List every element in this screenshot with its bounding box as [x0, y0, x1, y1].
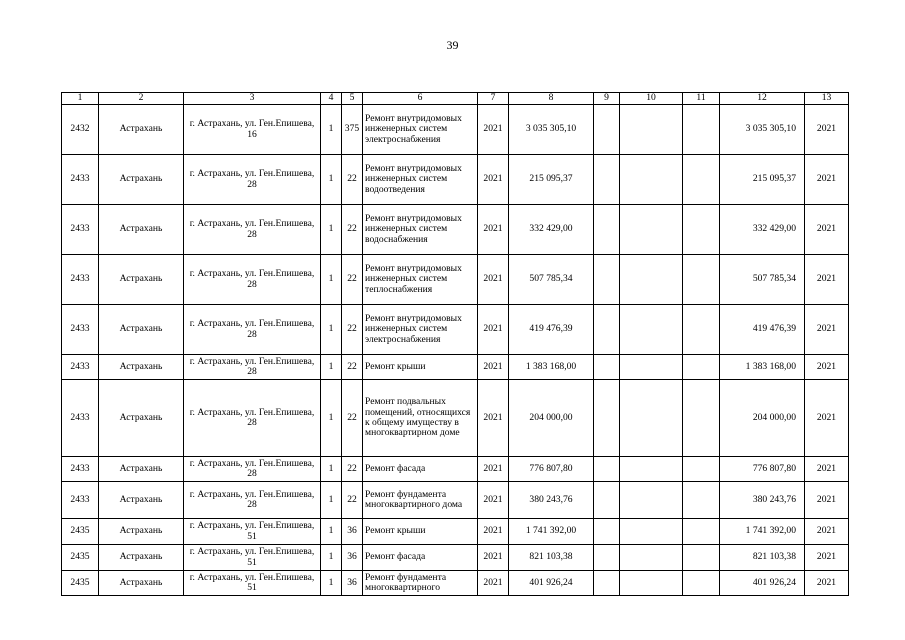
cell-number: 2433 [62, 255, 99, 305]
cell-col12: 776 807,80 [720, 457, 805, 482]
cell-year: 2021 [478, 305, 509, 355]
cell-work-type: Ремонт фундамента многоквартирного [363, 571, 478, 596]
cell-year: 2021 [478, 155, 509, 205]
cell-col5: 22 [342, 457, 363, 482]
column-header: 13 [805, 93, 849, 105]
cell-col8: 215 095,37 [509, 155, 594, 205]
header-row [62, 93, 849, 105]
cell-col5: 22 [342, 380, 363, 457]
cell-col13: 2021 [805, 355, 849, 380]
cell-city: Астрахань [99, 355, 184, 380]
cell-number: 2435 [62, 571, 99, 596]
cell-number: 2433 [62, 457, 99, 482]
column-header: 11 [683, 93, 720, 105]
cell-col12: 419 476,39 [720, 305, 805, 355]
cell-number: 2433 [62, 482, 99, 519]
cell-address: г. Астрахань, ул. Ген.Епишева, 51 [184, 545, 321, 571]
table-row [62, 155, 849, 205]
cell-year: 2021 [478, 355, 509, 380]
cell-col9 [594, 105, 620, 155]
table-row [62, 519, 849, 545]
cell-col10 [620, 457, 683, 482]
cell-year: 2021 [478, 255, 509, 305]
cell-col10 [620, 205, 683, 255]
cell-col11 [683, 571, 720, 596]
table-row [62, 380, 849, 457]
cell-col8: 401 926,24 [509, 571, 594, 596]
cell-col13: 2021 [805, 482, 849, 519]
cell-number: 2433 [62, 355, 99, 380]
column-header: 8 [509, 93, 594, 105]
cell-col9 [594, 545, 620, 571]
cell-city: Астрахань [99, 482, 184, 519]
cell-col4: 1 [321, 155, 342, 205]
cell-col11 [683, 105, 720, 155]
table-row [62, 255, 849, 305]
cell-col10 [620, 380, 683, 457]
cell-work-type: Ремонт внутридомовых инженерных систем водоотведения [363, 155, 478, 205]
cell-address: г. Астрахань, ул. Ген.Епишева, 28 [184, 305, 321, 355]
cell-year: 2021 [478, 457, 509, 482]
cell-col5: 22 [342, 155, 363, 205]
cell-number: 2432 [62, 105, 99, 155]
cell-number: 2433 [62, 155, 99, 205]
cell-col4: 1 [321, 482, 342, 519]
cell-col5: 22 [342, 205, 363, 255]
cell-work-type: Ремонт подвальных помещений, относящихся к общему имуществу в многоквартирном доме [363, 380, 478, 457]
cell-col12: 380 243,76 [720, 482, 805, 519]
cell-col10 [620, 255, 683, 305]
cell-col10 [620, 305, 683, 355]
cell-col11 [683, 155, 720, 205]
cell-city: Астрахань [99, 571, 184, 596]
cell-address: г. Астрахань, ул. Ген.Епишева, 51 [184, 571, 321, 596]
cell-col11 [683, 482, 720, 519]
cell-address: г. Астрахань, ул. Ген.Епишева, 28 [184, 155, 321, 205]
cell-col8: 776 807,80 [509, 457, 594, 482]
column-header: 6 [363, 93, 478, 105]
cell-address: г. Астрахань, ул. Ген.Епишева, 16 [184, 105, 321, 155]
cell-address: г. Астрахань, ул. Ген.Епишева, 28 [184, 457, 321, 482]
column-header: 4 [321, 93, 342, 105]
cell-address: г. Астрахань, ул. Ген.Епишева, 28 [184, 355, 321, 380]
cell-col8: 332 429,00 [509, 205, 594, 255]
cell-col8: 1 741 392,00 [509, 519, 594, 545]
cell-col12: 401 926,24 [720, 571, 805, 596]
column-header: 2 [99, 93, 184, 105]
cell-col12: 1 741 392,00 [720, 519, 805, 545]
cell-col10 [620, 519, 683, 545]
cell-city: Астрахань [99, 255, 184, 305]
cell-col13: 2021 [805, 155, 849, 205]
cell-col4: 1 [321, 305, 342, 355]
cell-work-type: Ремонт внутридомовых инженерных систем теплоснабжения [363, 255, 478, 305]
cell-work-type: Ремонт фасада [363, 545, 478, 571]
cell-col13: 2021 [805, 571, 849, 596]
cell-col12: 204 000,00 [720, 380, 805, 457]
cell-address: г. Астрахань, ул. Ген.Епишева, 28 [184, 255, 321, 305]
cell-col5: 22 [342, 355, 363, 380]
cell-address: г. Астрахань, ул. Ген.Епишева, 28 [184, 482, 321, 519]
cell-col4: 1 [321, 380, 342, 457]
cell-number: 2433 [62, 380, 99, 457]
cell-col13: 2021 [805, 105, 849, 155]
cell-col11 [683, 355, 720, 380]
page-number: 39 [446, 38, 459, 52]
cell-col9 [594, 482, 620, 519]
cell-col8: 419 476,39 [509, 305, 594, 355]
cell-city: Астрахань [99, 205, 184, 255]
cell-col4: 1 [321, 545, 342, 571]
cell-number: 2435 [62, 545, 99, 571]
table-row [62, 457, 849, 482]
cell-year: 2021 [478, 482, 509, 519]
column-header: 1 [62, 93, 99, 105]
cell-col4: 1 [321, 355, 342, 380]
cell-col11 [683, 457, 720, 482]
cell-col4: 1 [321, 105, 342, 155]
cell-col9 [594, 571, 620, 596]
cell-col10 [620, 482, 683, 519]
cell-col8: 507 785,34 [509, 255, 594, 305]
cell-col13: 2021 [805, 205, 849, 255]
cell-col10 [620, 105, 683, 155]
cell-col9 [594, 205, 620, 255]
cell-col4: 1 [321, 519, 342, 545]
cell-city: Астрахань [99, 155, 184, 205]
cell-col11 [683, 205, 720, 255]
cell-col9 [594, 355, 620, 380]
table-row [62, 105, 849, 155]
column-header: 12 [720, 93, 805, 105]
cell-col12: 215 095,37 [720, 155, 805, 205]
cell-col10 [620, 355, 683, 380]
cell-col9 [594, 457, 620, 482]
cell-col5: 36 [342, 545, 363, 571]
cell-work-type: Ремонт фасада [363, 457, 478, 482]
cell-col11 [683, 255, 720, 305]
cell-col4: 1 [321, 457, 342, 482]
cell-year: 2021 [478, 105, 509, 155]
cell-number: 2435 [62, 519, 99, 545]
cell-col9 [594, 305, 620, 355]
table-row [62, 571, 849, 596]
cell-year: 2021 [478, 519, 509, 545]
cell-col9 [594, 155, 620, 205]
cell-work-type: Ремонт крыши [363, 355, 478, 380]
cell-col8: 204 000,00 [509, 380, 594, 457]
cell-col4: 1 [321, 571, 342, 596]
column-header: 3 [184, 93, 321, 105]
cell-year: 2021 [478, 545, 509, 571]
cell-col4: 1 [321, 205, 342, 255]
cell-work-type: Ремонт крыши [363, 519, 478, 545]
cell-col9 [594, 519, 620, 545]
cell-year: 2021 [478, 380, 509, 457]
cell-col13: 2021 [805, 380, 849, 457]
cell-address: г. Астрахань, ул. Ген.Епишева, 28 [184, 205, 321, 255]
column-header: 10 [620, 93, 683, 105]
cell-work-type: Ремонт внутридомовых инженерных систем электроснабжения [363, 105, 478, 155]
cell-col8: 3 035 305,10 [509, 105, 594, 155]
cell-address: г. Астрахань, ул. Ген.Епишева, 51 [184, 519, 321, 545]
cell-address: г. Астрахань, ул. Ген.Епишева, 28 [184, 380, 321, 457]
cell-col11 [683, 305, 720, 355]
cell-col5: 22 [342, 305, 363, 355]
cell-col4: 1 [321, 255, 342, 305]
capital-repair-table [61, 92, 849, 596]
cell-col13: 2021 [805, 305, 849, 355]
cell-col5: 375 [342, 105, 363, 155]
cell-col8: 380 243,76 [509, 482, 594, 519]
cell-col13: 2021 [805, 519, 849, 545]
cell-col13: 2021 [805, 457, 849, 482]
cell-col12: 1 383 168,00 [720, 355, 805, 380]
table-row [62, 482, 849, 519]
cell-col12: 3 035 305,10 [720, 105, 805, 155]
cell-work-type: Ремонт фундамента многоквартирного дома [363, 482, 478, 519]
cell-city: Астрахань [99, 457, 184, 482]
cell-year: 2021 [478, 571, 509, 596]
table-row [62, 205, 849, 255]
cell-city: Астрахань [99, 545, 184, 571]
cell-year: 2021 [478, 205, 509, 255]
cell-city: Астрахань [99, 305, 184, 355]
cell-col9 [594, 380, 620, 457]
cell-col8: 821 103,38 [509, 545, 594, 571]
cell-col9 [594, 255, 620, 305]
cell-col5: 22 [342, 255, 363, 305]
cell-number: 2433 [62, 305, 99, 355]
table-row [62, 305, 849, 355]
cell-col13: 2021 [805, 255, 849, 305]
cell-col12: 507 785,34 [720, 255, 805, 305]
cell-work-type: Ремонт внутридомовых инженерных систем водоснабжения [363, 205, 478, 255]
column-header: 5 [342, 93, 363, 105]
cell-col12: 332 429,00 [720, 205, 805, 255]
table-row [62, 545, 849, 571]
cell-col12: 821 103,38 [720, 545, 805, 571]
cell-col5: 36 [342, 519, 363, 545]
cell-col10 [620, 155, 683, 205]
cell-col10 [620, 545, 683, 571]
cell-col11 [683, 380, 720, 457]
table-row [62, 355, 849, 380]
cell-city: Астрахань [99, 105, 184, 155]
cell-col10 [620, 571, 683, 596]
cell-col8: 1 383 168,00 [509, 355, 594, 380]
cell-city: Астрахань [99, 519, 184, 545]
cell-col5: 36 [342, 571, 363, 596]
cell-col13: 2021 [805, 545, 849, 571]
cell-col11 [683, 545, 720, 571]
cell-col5: 22 [342, 482, 363, 519]
cell-col11 [683, 519, 720, 545]
cell-number: 2433 [62, 205, 99, 255]
cell-city: Астрахань [99, 380, 184, 457]
column-header: 9 [594, 93, 620, 105]
cell-work-type: Ремонт внутридомовых инженерных систем электроснабжения [363, 305, 478, 355]
column-header: 7 [478, 93, 509, 105]
